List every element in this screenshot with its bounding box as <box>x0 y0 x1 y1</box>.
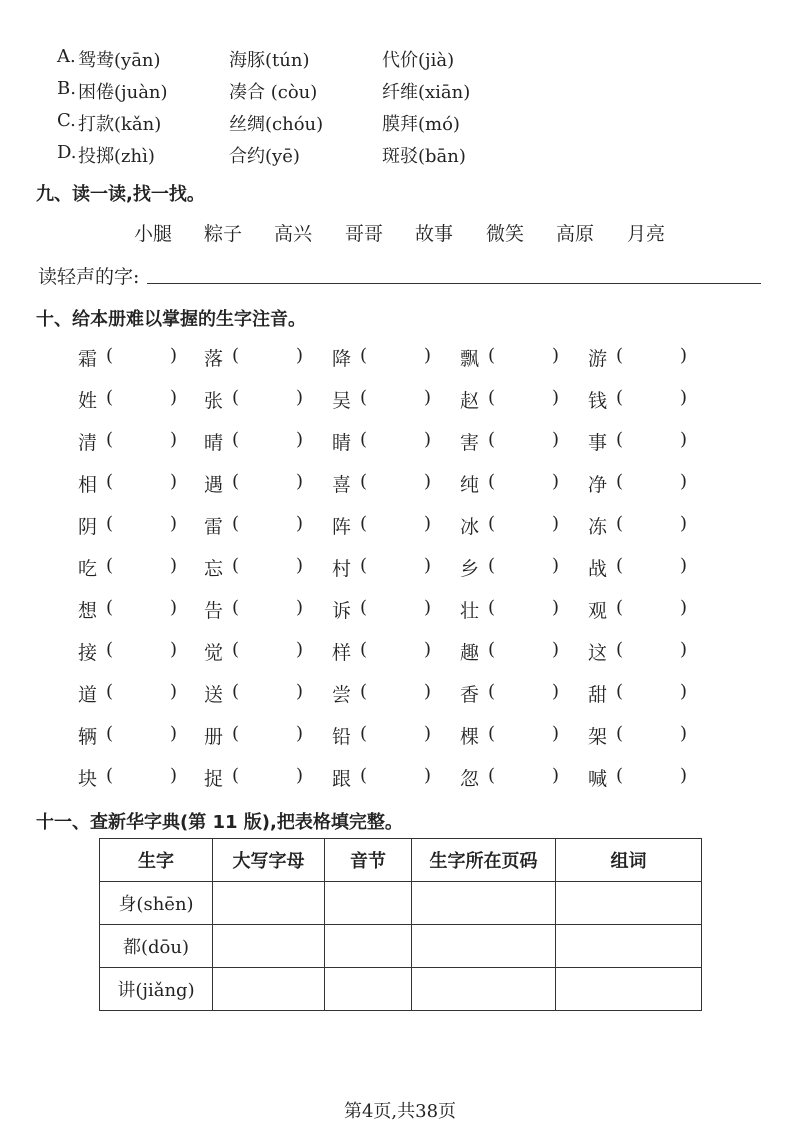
pinyin-grid-char: 张 <box>204 390 224 412</box>
pinyin-answer-blank[interactable] <box>244 724 290 746</box>
open-paren: ( <box>488 471 496 492</box>
open-paren: ( <box>616 723 624 744</box>
pinyin-grid-char: 趣 <box>460 642 480 664</box>
open-paren: ( <box>360 597 368 618</box>
pinyin-grid-char: 阴 <box>78 516 98 538</box>
pinyin-grid-char: 册 <box>204 726 224 748</box>
open-paren: ( <box>360 681 368 702</box>
option-b-word-1: 困倦(juàn) <box>78 82 168 103</box>
close-paren: ) <box>296 555 304 576</box>
close-paren: ) <box>296 345 304 366</box>
option-d-word-2: 合约(yē) <box>229 146 300 167</box>
pinyin-answer-blank[interactable] <box>500 640 546 662</box>
pinyin-answer-blank[interactable] <box>118 598 164 620</box>
open-paren: ( <box>232 345 240 366</box>
close-paren: ) <box>424 387 432 408</box>
pinyin-grid-char: 铅 <box>332 726 352 748</box>
open-paren: ( <box>232 555 240 576</box>
pinyin-answer-blank[interactable] <box>628 640 674 662</box>
pinyin-grid-char: 尝 <box>332 684 352 706</box>
pinyin-answer-blank[interactable] <box>500 724 546 746</box>
pinyin-answer-blank[interactable] <box>118 682 164 704</box>
open-paren: ( <box>616 513 624 534</box>
close-paren: ) <box>552 597 560 618</box>
pinyin-answer-blank[interactable] <box>244 682 290 704</box>
pinyin-answer-blank[interactable] <box>118 514 164 536</box>
word-item: 高原 <box>556 223 595 245</box>
open-paren: ( <box>360 345 368 366</box>
pinyin-answer-blank[interactable] <box>118 388 164 410</box>
pinyin-answer-blank[interactable] <box>244 514 290 536</box>
open-paren: ( <box>106 681 114 702</box>
pinyin-answer-blank[interactable] <box>372 640 418 662</box>
table-blank-cell[interactable] <box>325 968 412 1011</box>
close-paren: ) <box>552 765 560 786</box>
open-paren: ( <box>232 681 240 702</box>
close-paren: ) <box>680 639 688 660</box>
open-paren: ( <box>106 597 114 618</box>
pinyin-grid-char: 想 <box>78 600 98 622</box>
close-paren: ) <box>552 513 560 534</box>
pinyin-answer-blank[interactable] <box>500 514 546 536</box>
page-number-footer: 第4页,共38页 <box>343 1101 457 1122</box>
open-paren: ( <box>616 639 624 660</box>
close-paren: ) <box>680 765 688 786</box>
open-paren: ( <box>106 639 114 660</box>
open-paren: ( <box>106 723 114 744</box>
pinyin-answer-blank[interactable] <box>628 388 674 410</box>
pinyin-grid-char: 棵 <box>460 726 480 748</box>
open-paren: ( <box>360 513 368 534</box>
open-paren: ( <box>106 765 114 786</box>
pinyin-answer-blank[interactable] <box>118 346 164 368</box>
close-paren: ) <box>296 513 304 534</box>
pinyin-grid-char: 诉 <box>332 600 352 622</box>
pinyin-grid-char: 样 <box>332 642 352 664</box>
pinyin-grid-char: 遇 <box>204 474 224 496</box>
pinyin-answer-blank[interactable] <box>118 430 164 452</box>
pinyin-grid-char: 喊 <box>588 768 608 790</box>
pinyin-answer-blank[interactable] <box>372 388 418 410</box>
close-paren: ) <box>680 681 688 702</box>
word-item: 高兴 <box>274 223 313 245</box>
close-paren: ) <box>552 555 560 576</box>
pinyin-answer-blank[interactable] <box>372 682 418 704</box>
section-9-answer-label: 读轻声的字: <box>38 266 140 288</box>
pinyin-grid-char: 害 <box>460 432 480 454</box>
pinyin-grid-char: 乡 <box>460 558 480 580</box>
close-paren: ) <box>170 555 178 576</box>
close-paren: ) <box>170 345 178 366</box>
section-11-title: 十一、查新华字典(第 11 版),把表格填完整。 <box>36 812 403 833</box>
pinyin-grid-char: 落 <box>204 348 224 370</box>
option-c-label: C. <box>57 110 76 131</box>
table-row <box>100 882 702 925</box>
pinyin-answer-blank[interactable] <box>372 346 418 368</box>
close-paren: ) <box>680 597 688 618</box>
close-paren: ) <box>296 387 304 408</box>
option-a-word-1: 鸳鸯(yān) <box>78 50 161 71</box>
open-paren: ( <box>232 471 240 492</box>
close-paren: ) <box>170 513 178 534</box>
close-paren: ) <box>170 429 178 450</box>
pinyin-grid-char: 相 <box>78 474 98 496</box>
close-paren: ) <box>424 765 432 786</box>
pinyin-grid-char: 冻 <box>588 516 608 538</box>
open-paren: ( <box>488 639 496 660</box>
table-row-char: 都(dōu) <box>100 925 213 968</box>
table-blank-cell[interactable] <box>412 925 556 968</box>
pinyin-grid-char: 块 <box>78 768 98 790</box>
open-paren: ( <box>360 723 368 744</box>
close-paren: ) <box>296 681 304 702</box>
table-header-cell: 生字 <box>100 839 213 882</box>
open-paren: ( <box>360 387 368 408</box>
pinyin-grid-char: 纯 <box>460 474 480 496</box>
pinyin-grid-char: 事 <box>588 432 608 454</box>
option-c-word-1: 打款(kǎn) <box>78 114 162 135</box>
close-paren: ) <box>552 387 560 408</box>
pinyin-answer-blank[interactable] <box>244 346 290 368</box>
close-paren: ) <box>170 387 178 408</box>
table-blank-cell[interactable] <box>556 968 702 1011</box>
pinyin-grid-char: 降 <box>332 348 352 370</box>
close-paren: ) <box>170 597 178 618</box>
close-paren: ) <box>680 429 688 450</box>
pinyin-grid-char: 甜 <box>588 684 608 706</box>
open-paren: ( <box>106 429 114 450</box>
open-paren: ( <box>616 597 624 618</box>
close-paren: ) <box>424 723 432 744</box>
pinyin-answer-blank[interactable] <box>628 724 674 746</box>
close-paren: ) <box>170 681 178 702</box>
section-9-answer-line[interactable] <box>147 283 761 284</box>
pinyin-grid-char: 送 <box>204 684 224 706</box>
table-blank-cell[interactable] <box>556 925 702 968</box>
close-paren: ) <box>296 639 304 660</box>
pinyin-answer-blank[interactable] <box>244 430 290 452</box>
close-paren: ) <box>680 723 688 744</box>
pinyin-grid-char: 赵 <box>460 390 480 412</box>
option-a-word-2: 海豚(tún) <box>229 50 310 71</box>
close-paren: ) <box>296 429 304 450</box>
open-paren: ( <box>616 387 624 408</box>
word-item: 故事 <box>415 223 454 245</box>
close-paren: ) <box>170 639 178 660</box>
close-paren: ) <box>424 513 432 534</box>
word-item: 哥哥 <box>345 223 384 245</box>
table-blank-cell[interactable] <box>412 968 556 1011</box>
section-9-title: 九、读一读,找一找。 <box>36 184 205 205</box>
pinyin-grid-char: 道 <box>78 684 98 706</box>
section-10-title: 十、给本册难以掌握的生字注音。 <box>36 309 306 330</box>
pinyin-answer-blank[interactable] <box>244 472 290 494</box>
pinyin-grid-char: 净 <box>588 474 608 496</box>
close-paren: ) <box>296 765 304 786</box>
pinyin-grid-char: 接 <box>78 642 98 664</box>
option-d-word-1: 投掷(zhì) <box>78 146 155 167</box>
pinyin-answer-blank[interactable] <box>628 346 674 368</box>
pinyin-grid-char: 姓 <box>78 390 98 412</box>
pinyin-answer-blank[interactable] <box>500 388 546 410</box>
open-paren: ( <box>360 555 368 576</box>
close-paren: ) <box>552 723 560 744</box>
pinyin-grid-char: 村 <box>332 558 352 580</box>
pinyin-answer-blank[interactable] <box>244 598 290 620</box>
table-row <box>100 968 702 1011</box>
option-a-label: A. <box>57 46 76 67</box>
pinyin-answer-blank[interactable] <box>372 556 418 578</box>
open-paren: ( <box>616 681 624 702</box>
open-paren: ( <box>360 639 368 660</box>
open-paren: ( <box>106 387 114 408</box>
pinyin-grid-char: 忽 <box>460 768 480 790</box>
pinyin-answer-blank[interactable] <box>628 766 674 788</box>
open-paren: ( <box>488 345 496 366</box>
pinyin-answer-blank[interactable] <box>118 556 164 578</box>
pinyin-grid-char: 架 <box>588 726 608 748</box>
pinyin-grid-char: 这 <box>588 642 608 664</box>
pinyin-answer-blank[interactable] <box>118 472 164 494</box>
word-item: 月亮 <box>627 223 666 245</box>
close-paren: ) <box>552 639 560 660</box>
pinyin-answer-blank[interactable] <box>372 430 418 452</box>
pinyin-grid-char: 睛 <box>332 432 352 454</box>
pinyin-answer-blank[interactable] <box>118 724 164 746</box>
pinyin-grid-char: 吃 <box>78 558 98 580</box>
open-paren: ( <box>488 597 496 618</box>
table-row-char: 讲(jiǎng) <box>100 968 213 1011</box>
close-paren: ) <box>680 555 688 576</box>
pinyin-grid-char: 香 <box>460 684 480 706</box>
close-paren: ) <box>424 681 432 702</box>
pinyin-answer-blank[interactable] <box>244 640 290 662</box>
pinyin-grid-char: 飘 <box>460 348 480 370</box>
option-d-word-3: 斑驳(bān) <box>382 146 466 167</box>
pinyin-answer-blank[interactable] <box>628 472 674 494</box>
open-paren: ( <box>232 723 240 744</box>
pinyin-grid-char: 喜 <box>332 474 352 496</box>
pinyin-answer-blank[interactable] <box>372 598 418 620</box>
pinyin-answer-blank[interactable] <box>244 556 290 578</box>
close-paren: ) <box>552 345 560 366</box>
pinyin-grid-char: 觉 <box>204 642 224 664</box>
dictionary-table <box>99 838 702 1011</box>
option-a-word-3: 代价(jià) <box>382 50 455 71</box>
pinyin-grid-char: 霜 <box>78 348 98 370</box>
pinyin-answer-blank[interactable] <box>372 724 418 746</box>
open-paren: ( <box>360 471 368 492</box>
open-paren: ( <box>232 429 240 450</box>
option-b-word-3: 纤维(xiān) <box>382 82 471 103</box>
option-c-word-3: 膜拜(mó) <box>382 114 460 135</box>
pinyin-grid-char: 跟 <box>332 768 352 790</box>
open-paren: ( <box>488 555 496 576</box>
option-d-label: D. <box>57 142 77 163</box>
close-paren: ) <box>680 471 688 492</box>
open-paren: ( <box>616 345 624 366</box>
pinyin-answer-blank[interactable] <box>628 556 674 578</box>
table-blank-cell[interactable] <box>556 882 702 925</box>
option-b-label: B. <box>57 78 76 99</box>
pinyin-grid-char: 清 <box>78 432 98 454</box>
pinyin-answer-blank[interactable] <box>500 472 546 494</box>
open-paren: ( <box>488 429 496 450</box>
close-paren: ) <box>424 471 432 492</box>
pinyin-grid-char: 忘 <box>204 558 224 580</box>
pinyin-grid-char: 壮 <box>460 600 480 622</box>
word-item: 微笑 <box>486 223 525 245</box>
close-paren: ) <box>424 597 432 618</box>
pinyin-grid-char: 战 <box>588 558 608 580</box>
open-paren: ( <box>106 555 114 576</box>
close-paren: ) <box>424 639 432 660</box>
open-paren: ( <box>488 723 496 744</box>
open-paren: ( <box>360 765 368 786</box>
pinyin-answer-blank[interactable] <box>118 766 164 788</box>
pinyin-grid-char: 游 <box>588 348 608 370</box>
pinyin-grid-char: 冰 <box>460 516 480 538</box>
open-paren: ( <box>360 429 368 450</box>
open-paren: ( <box>488 513 496 534</box>
open-paren: ( <box>488 387 496 408</box>
pinyin-grid-char: 观 <box>588 600 608 622</box>
pinyin-grid-char: 钱 <box>588 390 608 412</box>
open-paren: ( <box>106 513 114 534</box>
pinyin-grid-char: 雷 <box>204 516 224 538</box>
pinyin-answer-blank[interactable] <box>118 640 164 662</box>
table-blank-cell[interactable] <box>412 882 556 925</box>
open-paren: ( <box>488 765 496 786</box>
open-paren: ( <box>106 345 114 366</box>
pinyin-grid-char: 阵 <box>332 516 352 538</box>
option-b-word-2: 凑合 (còu) <box>229 82 318 103</box>
open-paren: ( <box>232 765 240 786</box>
pinyin-answer-blank[interactable] <box>500 766 546 788</box>
open-paren: ( <box>616 555 624 576</box>
pinyin-answer-blank[interactable] <box>500 556 546 578</box>
pinyin-grid-char: 捉 <box>204 768 224 790</box>
close-paren: ) <box>552 471 560 492</box>
table-header-cell: 音节 <box>325 839 412 882</box>
table-blank-cell[interactable] <box>213 882 325 925</box>
pinyin-answer-blank[interactable] <box>372 766 418 788</box>
table-row <box>100 925 702 968</box>
pinyin-answer-blank[interactable] <box>372 514 418 536</box>
close-paren: ) <box>552 429 560 450</box>
pinyin-grid-char: 告 <box>204 600 224 622</box>
close-paren: ) <box>424 345 432 366</box>
pinyin-answer-blank[interactable] <box>372 472 418 494</box>
pinyin-answer-blank[interactable] <box>500 346 546 368</box>
pinyin-answer-blank[interactable] <box>628 430 674 452</box>
word-item: 小腿 <box>134 223 173 245</box>
close-paren: ) <box>170 723 178 744</box>
pinyin-answer-blank[interactable] <box>628 514 674 536</box>
table-header-cell: 生字所在页码 <box>412 839 556 882</box>
close-paren: ) <box>170 471 178 492</box>
close-paren: ) <box>680 513 688 534</box>
close-paren: ) <box>170 765 178 786</box>
table-header-row <box>100 839 702 882</box>
close-paren: ) <box>680 345 688 366</box>
open-paren: ( <box>232 597 240 618</box>
pinyin-grid-char: 吴 <box>332 390 352 412</box>
pinyin-answer-blank[interactable] <box>244 766 290 788</box>
pinyin-grid-char: 辆 <box>78 726 98 748</box>
pinyin-answer-blank[interactable] <box>628 598 674 620</box>
close-paren: ) <box>552 681 560 702</box>
table-header-cell: 大写字母 <box>213 839 325 882</box>
table-blank-cell[interactable] <box>213 968 325 1011</box>
open-paren: ( <box>232 513 240 534</box>
close-paren: ) <box>296 597 304 618</box>
open-paren: ( <box>616 429 624 450</box>
word-item: 粽子 <box>204 223 243 245</box>
pinyin-answer-blank[interactable] <box>500 430 546 452</box>
open-paren: ( <box>616 471 624 492</box>
open-paren: ( <box>616 765 624 786</box>
close-paren: ) <box>424 555 432 576</box>
open-paren: ( <box>232 639 240 660</box>
pinyin-answer-blank[interactable] <box>500 682 546 704</box>
table-blank-cell[interactable] <box>325 882 412 925</box>
table-blank-cell[interactable] <box>213 925 325 968</box>
pinyin-grid-char: 晴 <box>204 432 224 454</box>
close-paren: ) <box>680 387 688 408</box>
pinyin-answer-blank[interactable] <box>244 388 290 410</box>
close-paren: ) <box>296 471 304 492</box>
table-header-cell: 组词 <box>556 839 702 882</box>
close-paren: ) <box>296 723 304 744</box>
table-row-char: 身(shēn) <box>100 882 213 925</box>
open-paren: ( <box>106 471 114 492</box>
open-paren: ( <box>488 681 496 702</box>
option-c-word-2: 丝绸(chóu) <box>229 114 324 135</box>
close-paren: ) <box>424 429 432 450</box>
open-paren: ( <box>232 387 240 408</box>
pinyin-answer-blank[interactable] <box>500 598 546 620</box>
table-blank-cell[interactable] <box>325 925 412 968</box>
pinyin-answer-blank[interactable] <box>628 682 674 704</box>
